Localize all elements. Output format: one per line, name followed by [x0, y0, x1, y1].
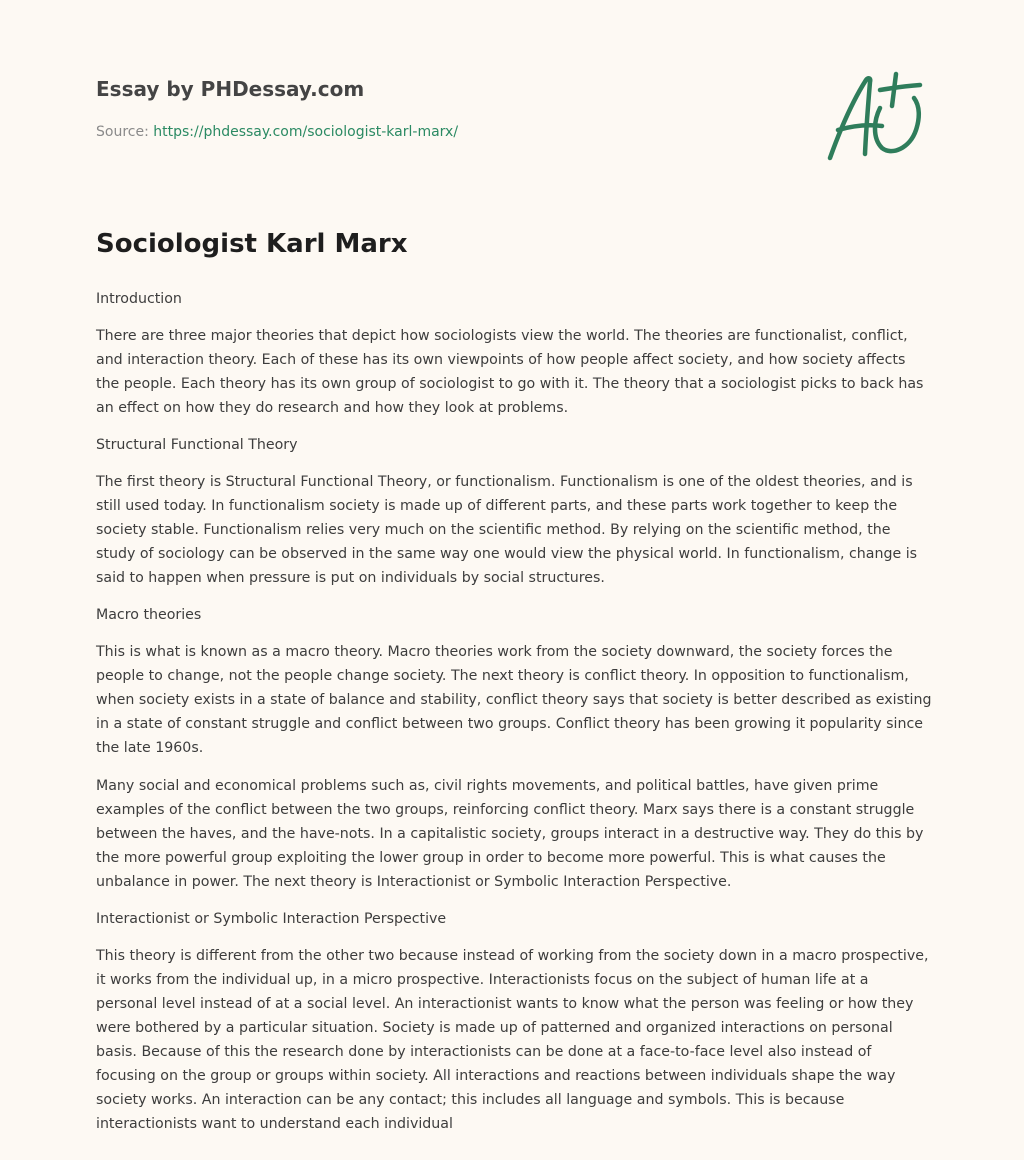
a-plus-logo-icon — [822, 68, 928, 164]
paragraph: This theory is different from the other two because instead of working from the society down in a macro prospective, it works from the individual up, in a micro prospective. Interactionists focus on the subject of human life at a personal level instead of at a social level. An interactionist wants to know what the person was feeling or how they were bothered by a particular situation. Society is made up of patterned and organized interactions on personal basis. Because of this the research done by interactionists can be done at a face-to-face level also instead of focusing on the group or groups within society. All interactions and reactions between individuals shape the way society works. An interaction can be any contact; this includes all language and symbols. This is because interactionists want to understand each individual — [96, 948, 929, 1132]
essay-content — [96, 226, 932, 1150]
section-heading: Macro theories — [96, 607, 202, 623]
section-heading: Interactionist or Symbolic Interaction Perspective — [96, 911, 447, 927]
page-header — [96, 74, 796, 142]
section-heading: Structural Functional Theory — [96, 437, 298, 453]
section-heading: Introduction — [96, 291, 182, 307]
paragraph: There are three major theories that depict how sociologists view the world. The theories are functionalist, conflict, and interaction theory. Each of these has its own viewpoints of how people affect society, and how society affects the people. Each theory has its own group of sociologist to go with it. The theory that a sociologist picks to back has an effect on how they do research and how they look at problems. — [96, 328, 924, 416]
paragraph: Many social and economical problems such as, civil rights movements, and political battles, have given prime examples of the conflict between the two groups, reinforcing conflict theory. Marx says there is a constant struggle between the haves, and the have-nots. In a capitalistic society, groups interact in a destructive way. They do this by the more powerful group exploiting the lower group in order to become more powerful. This is what causes the unbalance in power. The next theory is Interactionist or Symbolic Interaction Perspective. — [96, 778, 924, 890]
site-brand: Essay by PHDessay.com — [96, 77, 365, 101]
source-link[interactable]: https://phdessay.com/sociologist-karl-marx/ — [153, 124, 459, 140]
paragraph: This is what is known as a macro theory. Macro theories work from the society downward, the society forces the people to change, not the people change society. The next theory is conflict theory. In opposition to functionalism, when society exists in a state of balance and stability, conflict theory says that society is better described as existing in a state of constant struggle and conflict between two groups. Conflict theory has been growing it popularity since the late 1960s. — [96, 644, 932, 756]
paragraph: The first theory is Structural Functional Theory, or functionalism. Functionalism is one of the oldest theories, and is still used today. In functionalism society is made up of different parts, and these parts work together to keep the society stable. Functionalism relies very much on the scientific method. By relying on the scientific method, the study of sociology can be observed in the same way one would view the physical world. In functionalism, change is said to happen when pressure is put on individuals by social structures. — [96, 474, 918, 586]
source-line — [96, 122, 796, 142]
source-label: Source: — [96, 124, 149, 140]
essay-title: Sociologist Karl Marx — [96, 229, 408, 259]
